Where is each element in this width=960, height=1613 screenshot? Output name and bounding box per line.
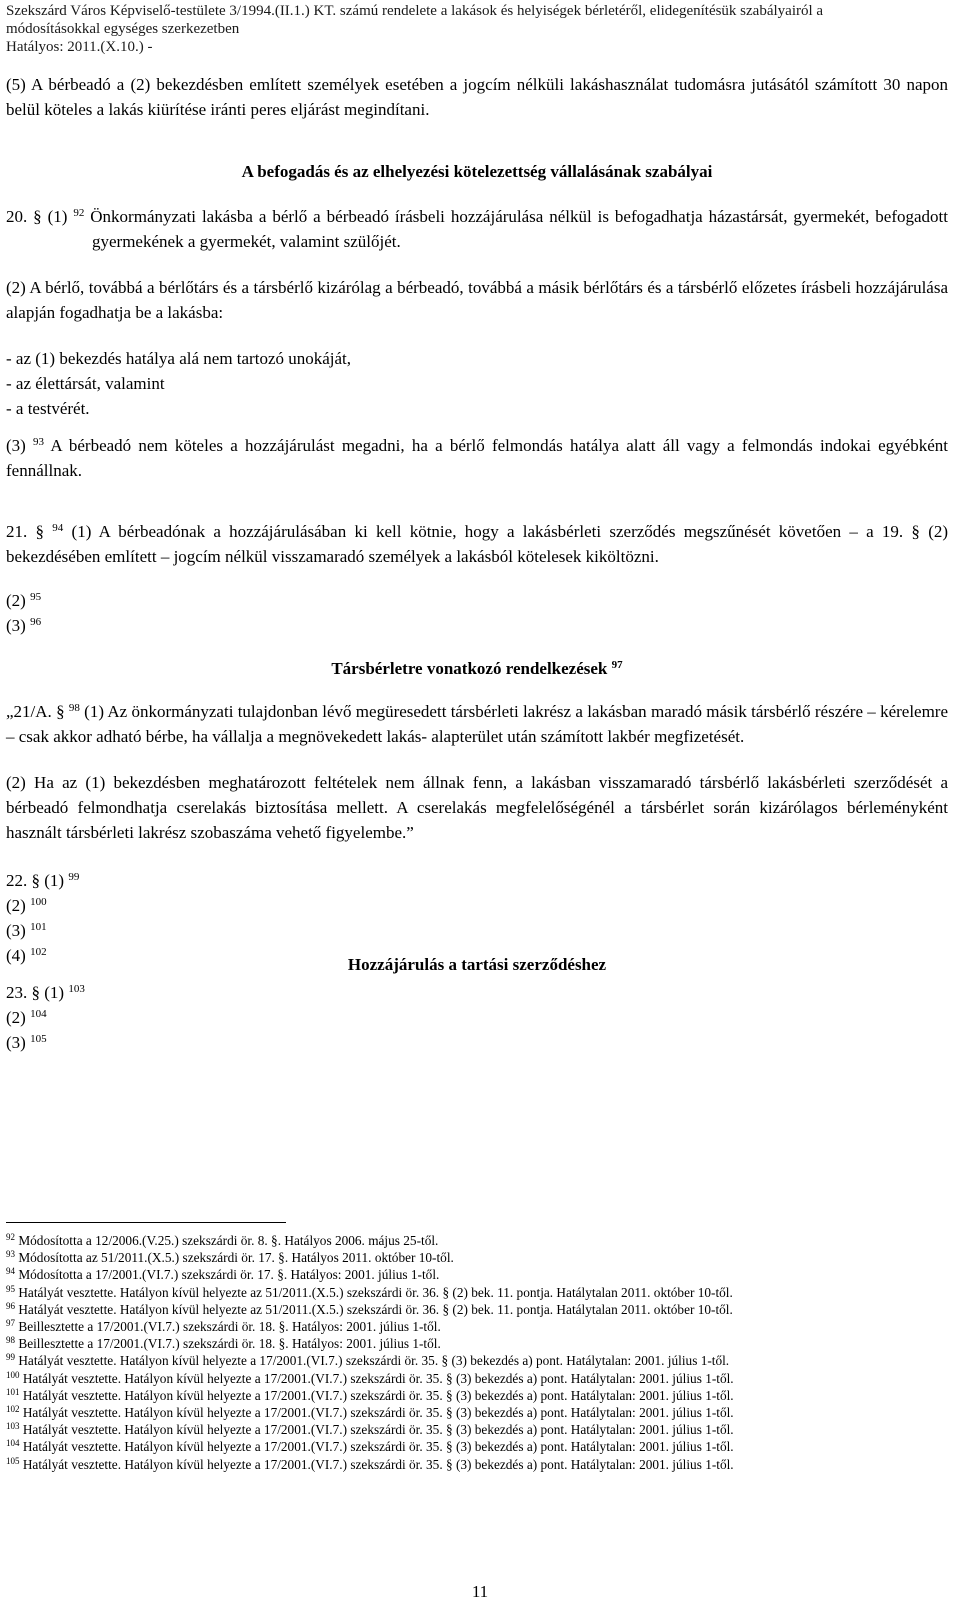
footnote-text: Módosította a 12/2006.(V.25.) szekszárdi ör. 8. §. Hatályos 2006. május 25-től.: [18, 1233, 439, 1248]
footnote-ref-92[interactable]: 92: [73, 207, 85, 219]
footnote-ref-104[interactable]: 104: [30, 1008, 47, 1020]
footnote-ref-101[interactable]: 101: [30, 921, 47, 933]
paragraph-number: (2): [6, 591, 26, 610]
footnote-ref-99[interactable]: 99: [68, 871, 80, 883]
heading-tarsberlet: [6, 656, 948, 681]
footnote-number: 101: [6, 1386, 20, 1397]
footnote: [6, 1404, 951, 1421]
heading-tartasi: Hozzájárulás a tartási szerződéshez: [347, 955, 607, 974]
paragraph-number: 23. § (1): [6, 983, 65, 1002]
section-23-paragraph-1: [6, 980, 85, 1005]
footnote-text: Hatályát vesztette. Hatályon kívül helyezte a 17/2001.(VI.7.) szekszárdi ör. 35. § (3) bekezdés a) pont. Hatálytalan: 2001. július 1-től.: [22, 1387, 734, 1403]
header-line-3: Hatályos: 2011.(X.10.) -: [6, 39, 153, 55]
section-20-paragraph-1: [6, 204, 948, 254]
footnote: [6, 1370, 951, 1387]
footnote-text: Hatályát vesztette. Hatályon kívül helyezte a 17/2001.(VI.7.) szekszárdi ör. 35. § (3) bekezdés a) pont. Hatálytalan: 2001. július 1-től.: [22, 1422, 734, 1438]
section-21-number: 21. §: [6, 522, 45, 541]
footnote-ref-93[interactable]: 93: [33, 436, 45, 448]
footnote-number: 102: [6, 1404, 20, 1415]
footnote-number: 97: [6, 1318, 15, 1329]
section-21a-number: „21/A. §: [6, 702, 65, 721]
footnote: [6, 1438, 951, 1455]
footnote-number: 96: [6, 1300, 15, 1311]
footnote-text: Hatályát vesztette. Hatályon kívül helyezte a 17/2001.(VI.7.) szekszárdi ör. 35. § (3) bekezdés a) pont. Hatálytalan: 2001. július 1-től.: [22, 1456, 734, 1472]
footnote: [6, 1249, 951, 1266]
section-23-paragraph-2: [6, 1005, 85, 1030]
list-item: - az (1) bekezdés hatálya alá nem tartozó unokáját,: [6, 349, 352, 368]
footnote-number: 100: [6, 1369, 20, 1380]
footnote-ref-103[interactable]: 103: [68, 983, 85, 995]
footnote-ref-97[interactable]: 97: [611, 659, 623, 671]
paragraph-5: (5) A bérbeadó a (2) bekezdésben említett személyek esetében a jogcím nélküli lakáshasználat tudomásra jutásától számított 30 napon belül köteles a lakás kiürítése iránti peres eljárást megindítani.: [6, 75, 948, 119]
footnote-ref-102[interactable]: 102: [30, 946, 47, 958]
footnote-number: 94: [6, 1266, 15, 1277]
section-21a-paragraph-1: [6, 699, 948, 749]
section-20-paragraph-2: (2) A bérlő, továbbá a bérlőtárs és a társbérlő kizárólag a bérbeadó, továbbá a másik bérlőtárs és a társbérlő előzetes írásbeli hozzájárulása alapján fogadhatja be a lakásba:: [6, 278, 948, 322]
page-number: 11: [471, 1582, 489, 1601]
footnote: [6, 1301, 951, 1318]
running-header: [6, 2, 951, 56]
section-21a-text: (1) Az önkormányzati tulajdonban lévő megüresedett társbérleti lakrész a lakásban maradó másik társbérlő részére – kérelemre – csak akkor adható bérbe, ha vállalja a megnövekedett lakás- alapterület után számított lakbér megfizetését.: [6, 702, 949, 746]
header-line-1: Szekszárd Város Képviselő-testülete 3/1994.(II.1.) KT. számú rendelete a lakások és helyiségek bérletéről, elidegenítésük szabályairól a: [6, 3, 824, 19]
footnote-ref-105[interactable]: 105: [30, 1033, 47, 1045]
section-23: [6, 980, 85, 1055]
section-20-text: Önkormányzati lakásba a bérlő a bérbeadó írásbeli hozzájárulása nélkül is befogadhatja házastársát, gyermekét, befogadott gyermekének a gyermekét, valamint szülőjét.: [84, 207, 949, 251]
list-item: - az élettársát, valamint: [6, 374, 165, 393]
footnotes: [6, 1232, 951, 1473]
footnote: [6, 1318, 951, 1335]
footnote-text: Hatályát vesztette. Hatályon kívül helyezte az 51/2011.(X.5.) szekszárdi ör. 36. § (2) bek. 11. pontja. Hatálytalan 2011. október 10-től.: [18, 1301, 733, 1317]
footnote-text: Beillesztette a 17/2001.(VI.7.) szekszárdi ör. 18. §. Hatályos: 2001. július 1-től.: [18, 1319, 441, 1335]
section-21-paragraph-2: [6, 588, 948, 613]
footnote: [6, 1352, 951, 1369]
footnote: [6, 1335, 951, 1352]
section-21-paragraph-1: [6, 519, 948, 569]
section-22-paragraph-3: [6, 918, 79, 943]
footnote-text: Beillesztette a 17/2001.(VI.7.) szekszárdi ör. 18. §. Hatályos: 2001. július 1-től.: [18, 1336, 441, 1352]
footnote-number: 103: [6, 1421, 20, 1432]
footnote-ref-98[interactable]: 98: [68, 702, 80, 714]
paragraph-number: (3): [6, 1033, 26, 1052]
footnote-text: Hatályát vesztette. Hatályon kívül helyezte a 17/2001.(VI.7.) szekszárdi ör. 35. § (3) bekezdés a) pont. Hatálytalan: 2001. július 1-től.: [22, 1370, 734, 1386]
paragraph-number: (3): [6, 921, 26, 940]
sections-22-23: [6, 868, 948, 1053]
section-21-repealed: [6, 588, 948, 638]
footnote-number: 93: [6, 1249, 15, 1260]
section-21-text: (1) A bérbeadónak a hozzájárulásában ki kell kötnie, hogy a lakásbérleti szerződés megszűnését követően – a 19. § (2) bekezdésében említett – jogcím nélkül visszamaradó személyek a lakásból kötelesek kiköltözni.: [6, 522, 949, 566]
section-20-paragraph-3-text: A bérbeadó nem köteles a hozzájárulást megadni, ha a bérlő felmondás hatálya alatt áll vagy a felmondás indokai egyébként fennállnak.: [6, 436, 949, 480]
footnote-number: 92: [6, 1232, 15, 1242]
section-20-paragraph-3: [6, 433, 948, 483]
footnote-text: Módosította az 51/2011.(X.5.) szekszárdi ör. 17. §. Hatályos 2011. október 10-től.: [18, 1250, 454, 1266]
heading-tarsberlet-text: Társbérletre vonatkozó rendelkezések: [331, 659, 608, 678]
footnote: [6, 1456, 951, 1473]
footnote-number: 105: [6, 1455, 20, 1466]
footnote-ref-100[interactable]: 100: [30, 896, 47, 908]
section-23-paragraph-3: [6, 1030, 85, 1055]
paragraph-number: (2): [6, 1008, 26, 1027]
footnote-ref-95[interactable]: 95: [30, 591, 42, 603]
footnote: [6, 1284, 951, 1301]
section-22-paragraph-2: [6, 893, 79, 918]
footnote: [6, 1266, 951, 1283]
footnote: [6, 1232, 951, 1249]
header-line-2: módosításokkal egységes szerkezetben: [6, 21, 240, 37]
footnote-text: Hatályát vesztette. Hatályon kívül helyezte a 17/2001.(VI.7.) szekszárdi ör. 35. § (3) bekezdés a) pont. Hatálytalan: 2001. július 1-től.: [22, 1405, 734, 1421]
paragraph-number: (3): [6, 436, 26, 455]
paragraph-number: (3): [6, 616, 26, 635]
footnote: [6, 1421, 951, 1438]
relatives-list: [6, 346, 948, 421]
footnote-number: 99: [6, 1352, 15, 1363]
footnote-text: Módosította a 17/2001.(VI.7.) szekszárdi ör. 17. §. Hatályos: 2001. július 1-től.: [18, 1267, 440, 1283]
footnote-number: 95: [6, 1283, 15, 1294]
paragraph-number: 22. § (1): [6, 871, 65, 890]
footnote-number: 104: [6, 1438, 20, 1449]
list-item: - a testvérét.: [6, 399, 90, 418]
paragraph-number: (4): [6, 946, 26, 965]
footnote-divider: [6, 1222, 286, 1223]
footnote-number: 98: [6, 1335, 15, 1346]
heading-befogadas: A befogadás és az elhelyezési kötelezettség vállalásának szabályai: [241, 162, 713, 181]
footnote-text: Hatályát vesztette. Hatályon kívül helyezte a 17/2001.(VI.7.) szekszárdi ör. 35. § (3) bekezdés a) pont. Hatálytalan: 2001. július 1-től.: [18, 1353, 730, 1369]
footnote-ref-94[interactable]: 94: [52, 522, 64, 534]
footnote-text: Hatályát vesztette. Hatályon kívül helyezte a 17/2001.(VI.7.) szekszárdi ör. 35. § (3) bekezdés a) pont. Hatálytalan: 2001. július 1-től.: [22, 1439, 734, 1455]
footnote: [6, 1387, 951, 1404]
footnote-text: Hatályát vesztette. Hatályon kívül helyezte az 51/2011.(X.5.) szekszárdi ör. 36. § (2) bek. 11. pontja. Hatálytalan 2011. október 10-től.: [18, 1284, 733, 1300]
section-21a-paragraph-2: (2) Ha az (1) bekezdésben meghatározott feltételek nem állnak fenn, a lakásban visszamaradó társbérlő lakásbérleti szerződését a bérbeadó felmondhatja cserelakás biztosítása mellett. A cserelakás megfelelőségénél a társbérlet során kizárólagos bérleményként használt társbérleti lakrész szobaszáma vehető figyelembe.”: [6, 773, 948, 842]
paragraph-number: (2): [6, 896, 26, 915]
document-body: [6, 72, 948, 1053]
section-20-number: 20. § (1): [6, 207, 68, 226]
footnote-ref-96[interactable]: 96: [30, 616, 42, 628]
section-22-paragraph-1: [6, 868, 79, 893]
section-21-paragraph-3: [6, 613, 948, 638]
